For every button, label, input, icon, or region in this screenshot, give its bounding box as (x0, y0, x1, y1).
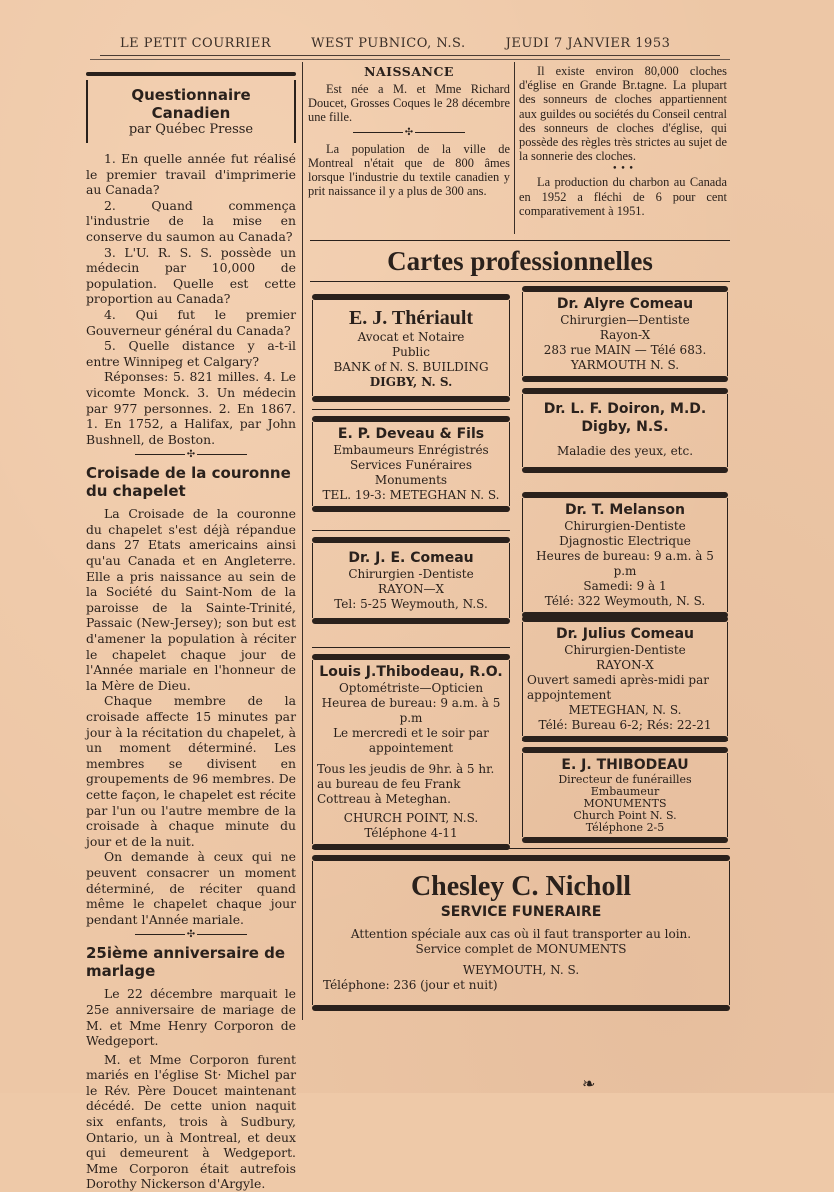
card-line: Heures de bureau: 9 a.m. à 5 p.m (536, 549, 714, 578)
card-line: Embaumeurs Enrégistrés (333, 443, 489, 457)
card-line: Church Point N. S. (573, 809, 677, 822)
card-line: Chirurgien-Dentiste (564, 519, 686, 533)
card-name: E. J. THIBODEAU (561, 757, 689, 773)
card-line: Maladie des yeux, etc. (556, 444, 694, 458)
card-line: 283 rue MAIN — Télé 683. (543, 343, 707, 357)
card-deveau (312, 405, 510, 512)
card-line: Téléphone 4-11 (364, 826, 458, 840)
column-rule-2 (514, 62, 515, 234)
anniversaire-title: 25ième anniversaire de marlage (86, 944, 286, 981)
card-line: Avocat et Notaire (357, 330, 465, 344)
card-name: Dr. Julius Comeau (555, 626, 695, 642)
card-line: Attention spéciale aux cas où il faut transporter au loin. (350, 927, 692, 941)
anniversaire-paragraph: M. et Mme Corporon furent mariés en l'église St· Michel par le Rév. Père Doucet maintenant décédé. De cette union naquit six enfants, trois à Sudbury, Ontario, un à Montreal, et deux qui demeurent à Wedgeport. Mme Corporon était autrefois Dorothy Nickerson d'Argyle. (86, 1051, 296, 1192)
card-line: Service complet de MONUMENTS (415, 942, 627, 956)
cartes-top-rule (310, 240, 730, 241)
question: 4. Qui fut le premier Gouverneur général du Canada? (86, 306, 296, 338)
card-line: WEYMOUTH, N. S. (462, 963, 580, 977)
card-line: Rayon-X (599, 328, 651, 342)
card-line: Samedi: 9 à 1 (583, 579, 667, 593)
cartes-heading: Cartes professionnelles (387, 246, 653, 276)
card-line: Monuments (374, 473, 448, 487)
ornament-divider: ✣ (86, 449, 296, 460)
card-line: Le mercredi et le soir par appointement (333, 726, 489, 755)
card-line: Optométriste—Opticien (338, 681, 484, 695)
card-name: Chesley C. Nicholl (410, 871, 632, 902)
card-line: Djagnostic Electrique (559, 534, 691, 548)
card-line: Télé: Bureau 6-2; Rés: 22-21 (538, 718, 712, 732)
anniversaire-paragraph: Le 22 décembre marquait le 25e anniversaire de mariage de M. et Mme Henry Corporon de Wedgeport. (86, 986, 296, 1049)
printers-mark-icon: ❧ (582, 1074, 596, 1093)
card-je-comeau (312, 526, 510, 624)
card-name: Dr. J. E. Comeau (348, 550, 474, 566)
charbon-text: La production du charbon au Canada en 1952 a fléchi de 6 pour cent comparativement à 1951. (519, 175, 727, 218)
column-left (86, 72, 296, 1192)
question: 3. L'U. R. S. S. possède un médecin par 10,000 de population. Quelle est cette proportion au Canada? (86, 244, 296, 307)
card-line: Télé: 322 Weymouth, N. S. (544, 594, 706, 608)
date: JEUDI 7 JANVIER 1953 (505, 36, 671, 51)
masthead-rule (100, 55, 720, 56)
card-doiron (522, 388, 728, 473)
card-line: CHURCH POINT, N.S. (343, 811, 479, 825)
masthead (120, 36, 680, 51)
column-rule-1 (302, 62, 303, 1020)
card-line: DIGBY, N. S. (369, 375, 453, 389)
card-name: E. P. Deveau & Fils (337, 426, 485, 442)
cartes-bottom-rule (310, 281, 730, 282)
card-melanson (522, 492, 728, 618)
question: 5. Quelle distance y a-t-il entre Winnipeg et Calgary? (86, 338, 296, 369)
card-louis-thibodeau (312, 643, 510, 850)
card-name: Dr. T. Melanson (565, 502, 685, 518)
card-name: E. J. Thériault (348, 307, 474, 329)
answers: Réponses: 5. 821 milles. 4. Le vicomte Monck. 3. Un médecin par 977 personnes. 2. En 1867. 1. En 1752, a Halifax, par John Bushnell, de Boston. (86, 369, 296, 447)
card-line: BANK of N. S. BUILDING (333, 360, 489, 374)
questionnaire-box (86, 80, 296, 143)
naissance-title: NAISSANCE (364, 64, 454, 79)
column-right (519, 64, 727, 218)
questionnaire-top-bar (86, 72, 296, 76)
ornament-divider: ✣ (308, 127, 510, 138)
card-line: Public (392, 345, 430, 359)
question: 2. Quand commença l'industrie de la mise en conserve du saumon au Canada? (86, 197, 296, 244)
place: WEST PUBNICO, N.S. (311, 36, 466, 51)
card-line: YARMOUTH N. S. (570, 358, 680, 372)
card-line: Directeur de funérailles (558, 773, 692, 786)
card-ej-thibodeau (522, 736, 728, 843)
card-line: MONUMENTS (583, 797, 667, 810)
card-name: Louis J.Thibodeau, R.O. (319, 664, 503, 680)
card-nicholl (312, 844, 730, 1011)
question: 1. En quelle année fut réalisé le premier travail d'imprimerie au Canada? (86, 151, 296, 198)
questionnaire-title: Questionnaire Canadien (131, 86, 251, 122)
card-name: Dr. L. F. Doiron, M.D. (543, 401, 707, 417)
column-middle (308, 64, 510, 198)
card-line: Services Funéraires (349, 458, 473, 472)
masthead-rule-secondary (90, 59, 730, 60)
card-line: Chirurgien -Dentiste (348, 567, 474, 581)
naissance-text: Est née a M. et Mme Richard Doucet, Grosses Coques le 28 décembre une fille. (308, 82, 510, 125)
paper-name: LE PETIT COURRIER (120, 36, 272, 51)
cloches-text: Il existe environ 80,000 cloches d'église en Grande Br.tagne. La plupart des sonneurs de cloches appartiennent aux guildes ou sociétés du Conseil central des sonneurs de cloches d'église, qui possède des règles très strictes au sujet de la sonnerie des cloches. (519, 64, 727, 164)
card-line: Téléphone: 236 (jour et nuit) (323, 978, 498, 992)
card-theriault (312, 294, 510, 402)
card-name: Dr. Alyre Comeau (556, 296, 694, 312)
card-line: Tous les jeudis de 9hr. à 5 hr. au bureau de feu Frank Cottreau à Meteghan. (317, 762, 495, 806)
croisade-paragraph: La Croisade de la couronne du chapelet s'est déjà répandue dans 27 Etats americains ainsi qu'au Canada et en Angleterre. Elle a pris naissance au sein de la Société du Saint-Nom de la paroisse de la Sainte-Trinité, Passaic (New-Jersey); son but est d'amener la population à réciter le chapelet chaque jour de l'Année mariale en l'honneur de la Mère de Dieu. (86, 506, 296, 693)
card-line: Heurea de bureau: 9 a.m. à 5 p.m (321, 696, 501, 725)
ornament-divider: ✣ (86, 929, 296, 940)
card-line: Ouvert samedi après-midi par appojntement (527, 673, 709, 702)
croisade-title: Croisade de la couronne du chapelet (86, 464, 291, 501)
card-line: Chirurgien—Dentiste (560, 313, 690, 327)
card-line: Embaumeur (590, 785, 660, 798)
card-place: Digby, N.S. (581, 419, 669, 435)
dots-divider: • • • (612, 164, 634, 175)
card-line: RAYON-X (596, 658, 654, 672)
croisade-paragraph: Chaque membre de la croisade affecte 15 minutes par jour à la récitation du chapelet, à un moment déterminé. Les membres se divisent en groupements de 96 membres. De cette façon, le chapelet est récite par l'un ou l'autre membre de la croisade à chaque minute du jour et de la nuit. (86, 693, 296, 849)
card-alyre-comeau (522, 286, 728, 382)
card-julius-comeau (522, 616, 728, 742)
card-subtitle: SERVICE FUNERAIRE (440, 904, 602, 920)
card-line: Chirurgien-Dentiste (564, 643, 686, 657)
card-line: TEL. 19-3: METEGHAN N. S. (322, 488, 500, 502)
card-line: Tel: 5-25 Weymouth, N.S. (334, 597, 488, 611)
card-line: Téléphone 2-5 (585, 821, 665, 834)
card-line: METEGHAN, N. S. (568, 703, 682, 717)
montreal-text: La population de la ville de Montreal n'était que de 800 âmes lorsque l'industrie du textile canadien y prit naissance il y a plus de 300 ans. (308, 141, 510, 199)
questionnaire-byline: par Québec Presse (128, 122, 254, 137)
croisade-paragraph: On demande à ceux qui ne peuvent consacrer un moment déterminé, de réciter quand même le chapelet chaque jour pendant l'Année mariale. (86, 849, 296, 927)
card-line: RAYON—X (377, 582, 445, 596)
